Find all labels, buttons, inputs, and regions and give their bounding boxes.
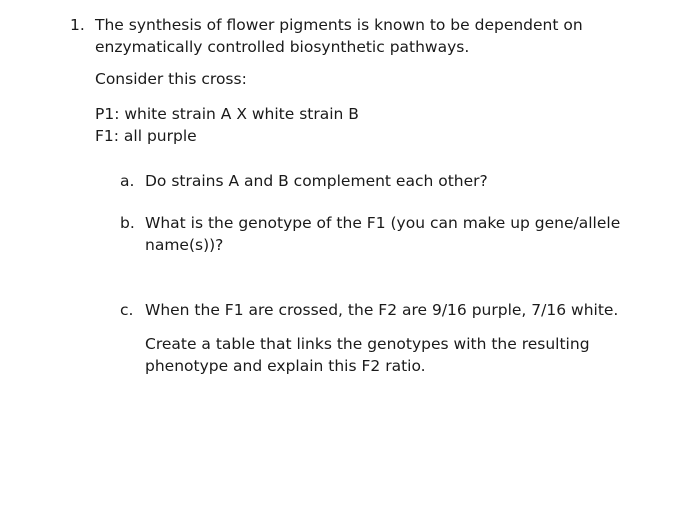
part-c-letter: c.: [120, 301, 134, 319]
part-b-text: What is the genotype of the F1 (you can make up gene/allele name(s))?: [145, 214, 621, 254]
part-c-followup: Create a table that links the genotypes with the resulting phenotype and explain this F2 ratio.: [145, 335, 590, 375]
part-a-letter: a.: [120, 172, 135, 190]
part-b-letter: b.: [120, 214, 135, 232]
question-intro: The synthesis of flower pigments is known to be dependent on enzymatically controlled biosynthetic pathways.: [95, 16, 583, 56]
part-c-text: When the F1 are crossed, the F2 are 9/16 purple, 7/16 white.: [145, 301, 619, 319]
question-number: 1.: [70, 16, 85, 34]
cross-p1-line: P1: white strain A X white strain B: [95, 105, 359, 123]
cross-f1-line: F1: all purple: [95, 127, 197, 145]
part-a-text: Do strains A and B complement each other?: [145, 172, 488, 190]
consider-cross-label: Consider this cross:: [95, 70, 247, 88]
